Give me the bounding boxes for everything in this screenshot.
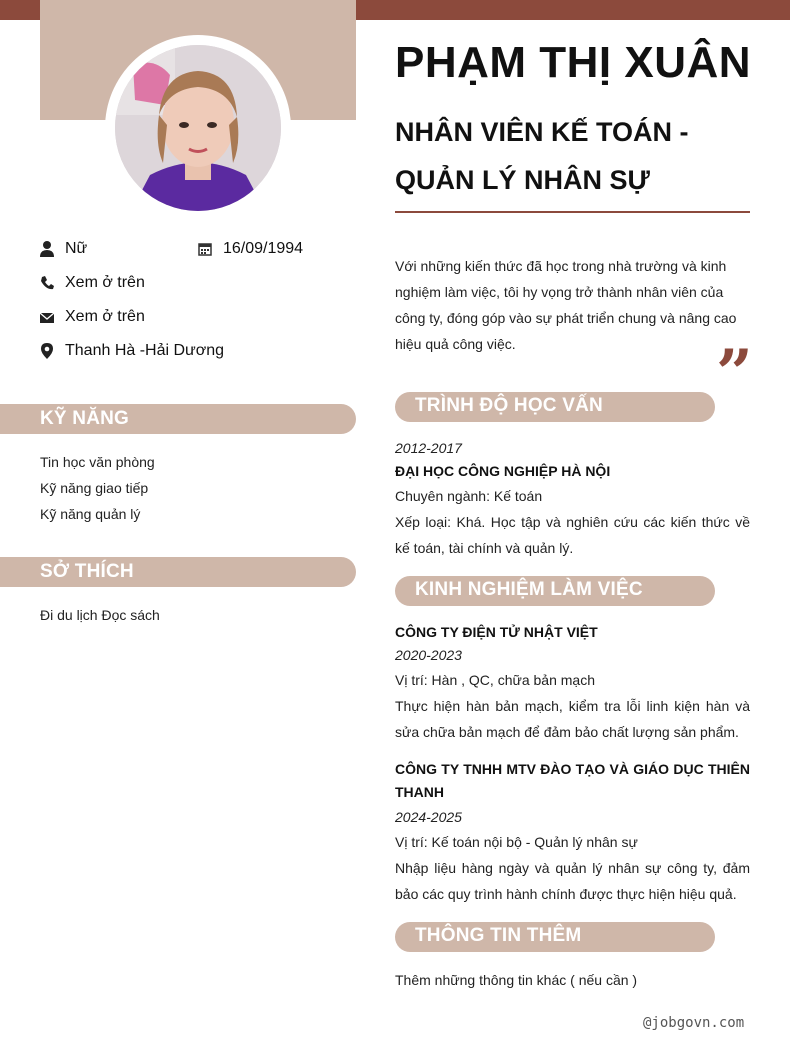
avatar: [115, 45, 281, 211]
address-value: Thanh Hà -Hải Dương: [65, 342, 225, 359]
calendar-icon: [198, 240, 212, 258]
skill-item: Kỹ năng giao tiếp: [40, 480, 149, 496]
hobbies-heading: SỞ THÍCH: [0, 557, 356, 587]
title-divider: [395, 211, 750, 213]
quote-icon: ”: [716, 336, 753, 411]
skills-heading: KỸ NĂNG: [0, 404, 356, 434]
additional-text: Thêm những thông tin khác ( nếu cần ): [395, 972, 638, 988]
experience-heading: KINH NGHIỆM LÀM VIỆC: [395, 576, 715, 606]
job-position: Vị trí: Kế toán nội bộ - Quản lý nhân sự: [395, 834, 638, 850]
envelope-icon: [40, 308, 54, 326]
candidate-name: PHẠM THỊ XUÂN: [395, 38, 752, 87]
phone-icon: [40, 274, 54, 292]
job-period: 2020-2023: [395, 647, 462, 663]
education-school: ĐẠI HỌC CÔNG NGHIỆP HÀ NỘI: [395, 463, 611, 479]
phone-value[interactable]: Xem ở trên: [65, 274, 145, 291]
job-description: Thực hiện hàn bản mạch, kiểm tra lỗi linh kiện hàn và sửa chữa bản mạch để đảm bảo chất lượng sản phẩm.: [395, 698, 750, 740]
job-position: Vị trí: Hàn , QC, chữa bản mạch: [395, 672, 596, 688]
job-company: CÔNG TY TNHH MTV ĐÀO TẠO VÀ GIÁO DỤC THIÊN THANH: [395, 761, 750, 800]
map-pin-icon: [40, 342, 54, 360]
footer-watermark: @jobgovn.com: [643, 1015, 745, 1031]
user-icon: [40, 240, 54, 258]
education-heading: TRÌNH ĐỘ HỌC VẤN: [395, 392, 715, 422]
education-grade: Xếp loại: Khá. Học tập và nghiên cứu các kiến thức về kế toán, tài chính và quản lý.: [395, 514, 750, 556]
email-value[interactable]: Xem ở trên: [65, 308, 145, 325]
education-major: Chuyên ngành: Kế toán: [395, 488, 543, 504]
birthday-value: 16/09/1994: [223, 240, 304, 257]
job-period: 2024-2025: [395, 809, 462, 825]
skill-item: Tin học văn phòng: [40, 454, 155, 470]
job-company: CÔNG TY ĐIỆN TỬ NHẬT VIỆT: [395, 624, 598, 640]
job-title: NHÂN VIÊN KẾ TOÁN - QUẢN LÝ NHÂN SỰ: [395, 117, 689, 195]
gender-value: Nữ: [65, 240, 88, 257]
hobbies-text: Đi du lịch Đọc sách: [40, 607, 160, 623]
job-description: Nhập liệu hàng ngày và quản lý nhân sự công ty, đảm bảo các quy trình hành chính được thực hiện hiệu quả.: [395, 860, 750, 902]
education-period: 2012-2017: [395, 440, 462, 456]
career-objective: Với những kiến thức đã học trong nhà trường và kinh nghiệm làm việc, tôi hy vọng trở thành nhân viên của công ty, đóng góp vào sự phát triển chung và nâng cao hiệu quả công việc.: [395, 258, 737, 352]
skill-item: Kỹ năng quản lý: [40, 506, 141, 522]
additional-heading: THÔNG TIN THÊM: [395, 922, 715, 952]
